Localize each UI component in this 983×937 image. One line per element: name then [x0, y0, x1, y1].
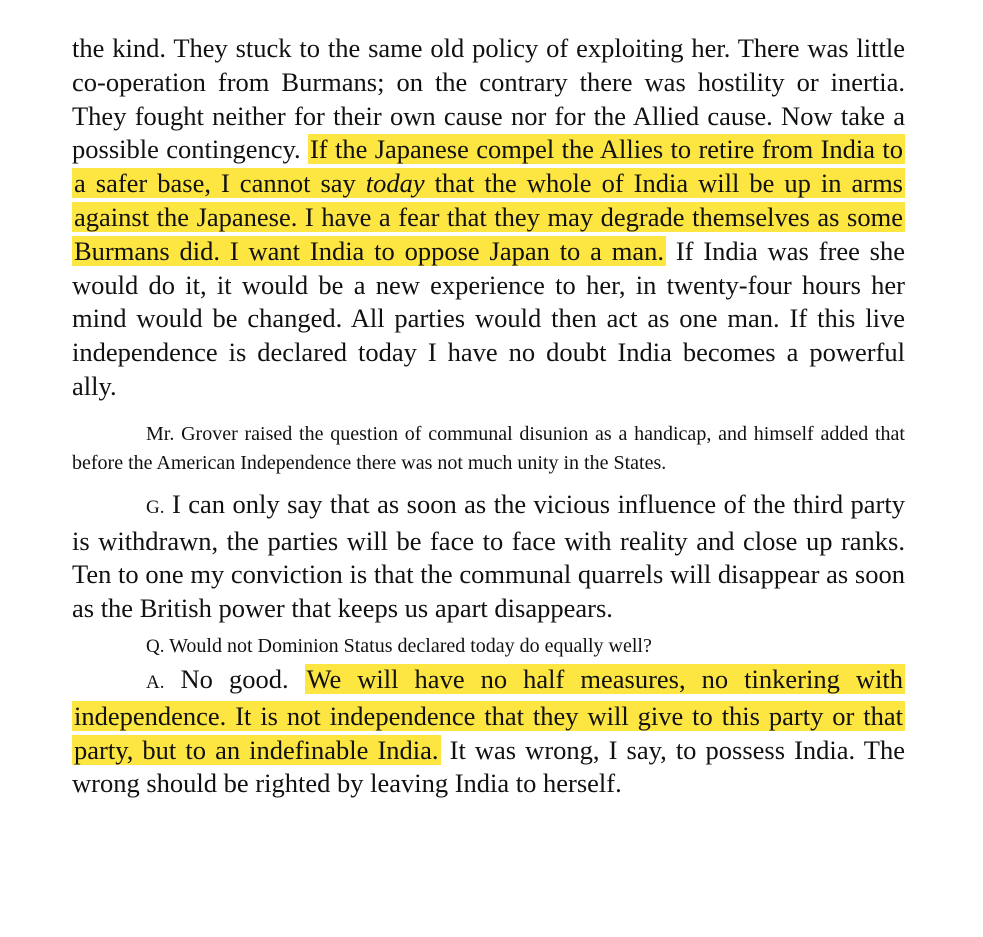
paragraph-question [72, 632, 905, 661]
paragraph-text: Would not Dominion Status declared today do equally well? [164, 634, 652, 657]
speaker-label: Q. [146, 635, 165, 657]
paragraph-g-answer [72, 488, 905, 626]
italic-emphasis: today [365, 168, 425, 199]
paragraph-answer [72, 663, 905, 801]
speaker-label: G. [146, 496, 165, 518]
highlighted-passage: We will have no half measures, no tinkering with independence. It is not independence that they will give to this party or that party, but to an indefinable India. [74, 663, 903, 765]
speaker-label: A. [146, 671, 165, 693]
paragraph-text: It was wrong, I say, to possess India. The wrong should be righted by leaving India to herself. [72, 734, 905, 799]
paragraph-text: If India was free she would do it, it would be a new experience to her, in twenty-four hours her mind would be changed. All parties would then act as one man. If this live independence is declared today I have no doubt India becomes a powerful ally. [72, 235, 906, 401]
paragraph-text: I can only say that as soon as the vicious influence of the third party is withdrawn, the parties will be face to face with reality and close up ranks. Ten to one my conviction is that the communal quarrels will disappear as soon as the British power that keeps us apart disappears. [72, 488, 905, 624]
paragraph-text: the kind. They stuck to the same old policy of exploiting her. There was little co-operation from Burmans; on the contrary there was hostility or inertia. They fought neither for their own cause nor for the Allied cause. Now take a possible contingency. [72, 33, 905, 165]
highlighted-text: that the whole of India will be up in arms against the Japanese. I have a fear that they may degrade themselves as some Burmans did. I want India to oppose Japan to a man. [74, 168, 903, 266]
paragraph-grover-question [72, 420, 905, 478]
paragraph-text: No good. [164, 663, 305, 694]
highlighted-text: If the Japanese compel the Allies to retire from India to a safer base, I cannot say [74, 134, 903, 199]
paragraph-contingency [72, 32, 905, 404]
paragraph-text: Mr. Grover raised the question of communal disunion as a handicap, and himself added that before the American Independence there was not much unity in the States. [72, 422, 905, 474]
